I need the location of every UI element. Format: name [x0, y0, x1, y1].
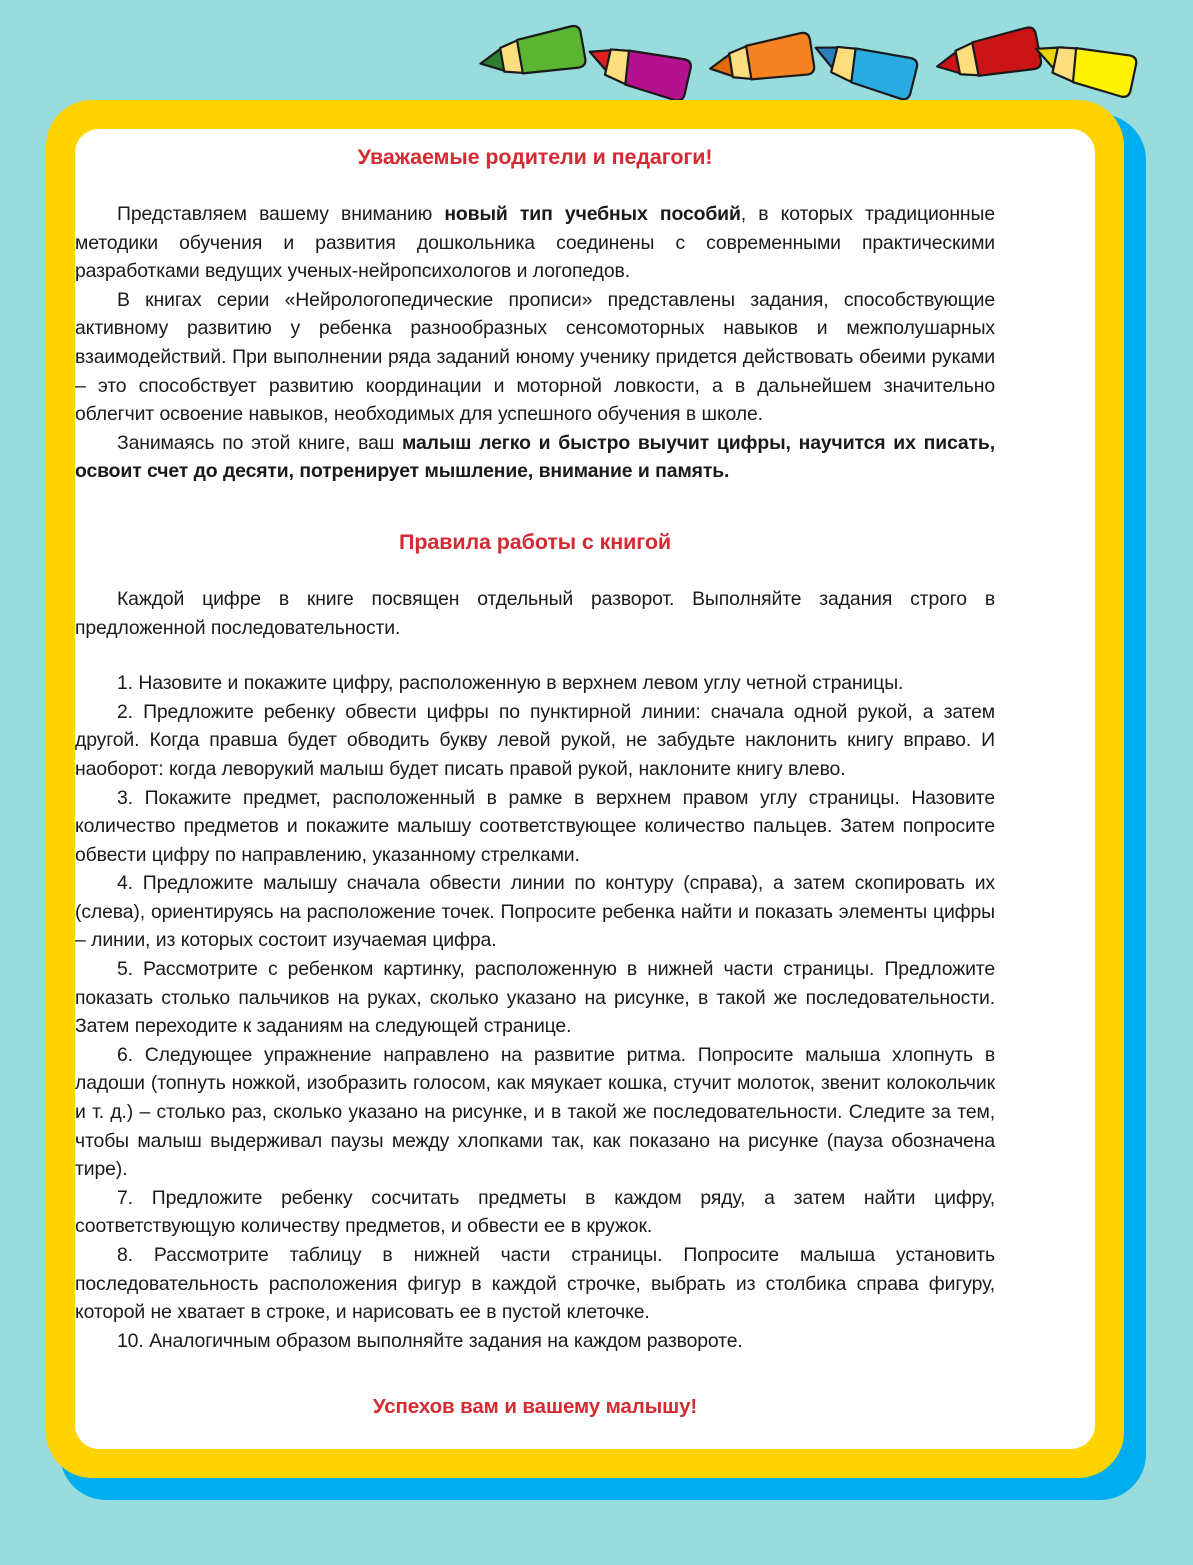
- pencil-decorations: [0, 0, 1193, 105]
- pencil-red-icon: [933, 26, 1042, 87]
- rule-item-2: 2. Предложите ребенку обвести цифры по пунктирной линии: сначала одной рукой, а затем другой. Когда правша будет обводить букву левой рукой, не забудьте наклонить книгу вправо. И наоборот: когда леворукий малыш будет писать правой рукой, наклоните книгу влево.: [75, 700, 995, 780]
- paragraph-intro-1: [75, 200, 995, 286]
- pencils-svg: [0, 0, 1193, 105]
- rule-item-3: 3. Покажите предмет, расположенный в рамке в верхнем правом углу страницы. Назовите количество предметов и покажите малышу соответствующее количество пальцев. Затем попросите обвести цифру по направлению, указанному стрелками.: [75, 786, 995, 866]
- rule-item-7: 7. Предложите ребенку сосчитать предметы в каждом ряду, а затем найти цифру, соответствующую количеству предметов, и обвести ее в кружок.: [75, 1186, 995, 1238]
- rule-item-10: 10. Аналогичным образом выполняйте задания на каждом развороте.: [117, 1329, 743, 1352]
- pencil-blue-icon: [809, 35, 919, 101]
- rule-item-1: 1. Назовите и покажите цифру, расположенную в верхнем левом углу четной страницы.: [117, 672, 904, 695]
- intro-1-text-before: Представляем вашему вниманию: [117, 203, 445, 225]
- rule-item-8: 8. Рассмотрите таблицу в нижней части страницы. Попросите малыша установить последовательность расположения фигур в каждой строчке, выбрать из столбика справа фигуру, которой не хватает в строке, и нарисовать ее в пустой клеточке.: [75, 1244, 995, 1324]
- pencil-orange-icon: [707, 32, 815, 90]
- pencil-magenta-icon: [583, 38, 692, 102]
- pencil-green-icon: [477, 25, 587, 84]
- intro-3-bold: малыш легко и быстро выучит цифры, научится их писать, освоит счет до десяти, потренирует мышление, внимание и память.: [75, 431, 996, 483]
- rules-spacer: [75, 642, 995, 669]
- pencil-yellow-icon: [1030, 36, 1138, 98]
- intro-1-bold: новый тип учебных пособий: [444, 203, 741, 225]
- rule-item-5: 5. Рассмотрите с ребенком картинку, расположенную в нижней части страницы. Предложите показать столько пальчиков на руках, сколько указано на рисунке, в такой же последовательности. Затем переходите к заданиям на следующей странице.: [75, 958, 995, 1038]
- heading-greeting: Уважаемые родители и педагоги!: [357, 145, 713, 169]
- heading-closing: Успехов вам и вашему малышу!: [372, 1395, 698, 1419]
- heading-rules: Правила работы с книгой: [398, 529, 671, 554]
- rule-item-4: 4. Предложите малышу сначала обвести линии по контуру (справа), а затем скопировать их (слева), ориентируясь на расположение точек. Попросите ребенка найти и показать элементы цифры – линии, из которых состоит изучаемая цифра.: [75, 872, 995, 952]
- rule-item-6: 6. Следующее упражнение направлено на развитие ритма. Попросите малыша хлопнуть в ладоши (топнуть ножкой, изобразить голосом, как мяукает кошка, стучит молоток, звенит колокольчик и т. д.) – столько раз, сколько указано на рисунке, и в такой же последовательности. Следите за тем, чтобы малыш выдерживал паузы между хлопками так, как показано на рисунке (пауза обозначена тире).: [75, 1043, 995, 1181]
- intro-1-text-after: , в которых традиционные методики обучения и развития дошкольника соединены с современными практическими разработками ведущих ученых-нейропсихологов и логопедов.: [75, 203, 995, 283]
- intro-3-text-before: Занимаясь по этой книге, ваш: [117, 431, 403, 454]
- paragraph-intro-2: В книгах серии «Нейрологопедические прописи» представлены задания, способствующие активному развитию у ребенка разнообразных сенсомоторных навыков и межполушарных взаимодействий. При выполнении ряда заданий юному ученику придется действовать обеими руками – это способствует развитию координации и моторной ловкости, а в дальнейшем значительно облегчит освоение навыков, необходимых для успешного обучения в школе.: [75, 288, 995, 426]
- paragraph-intro-3: [75, 429, 995, 486]
- document-content: [75, 145, 995, 1419]
- paragraph-rules-intro: Каждой цифре в книге посвящен отдельный разворот. Выполняйте задания строго в предложенной последовательности.: [75, 587, 995, 639]
